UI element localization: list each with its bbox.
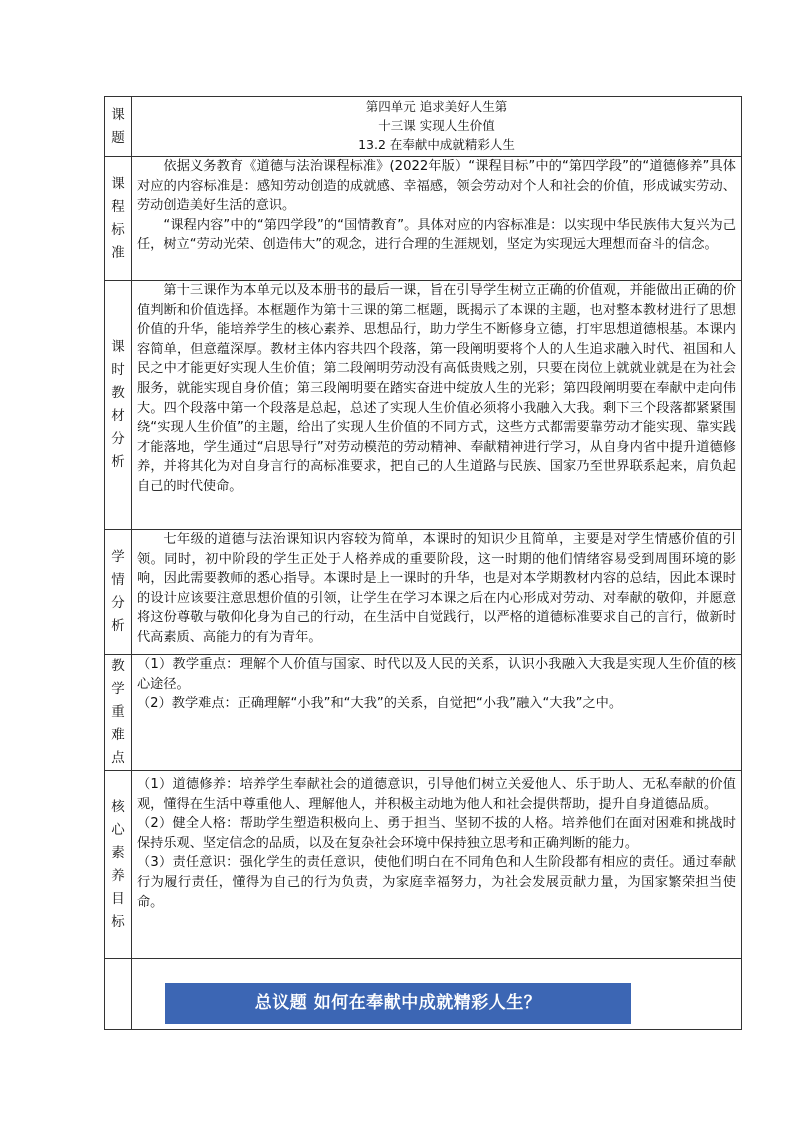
topic-title-line-3: 13.2 在奉献中成就精彩人生 [358, 137, 515, 152]
literacy-item-1: （1）道德修养：培养学生奉献社会的道德意识，引导他们树立关爱他人、乐于助人、无私奉献的价值观，懂得在生活中尊重他人、理解他人，并积极主动地为他人和社会提供帮助，提升自身道德品质。 [137, 777, 736, 812]
standard-row [105, 157, 742, 281]
learner-label: 学情分析 [111, 549, 125, 634]
topic-label-cell [105, 97, 132, 157]
standard-paragraph-2: “课程内容”中的“第四学段”的“国情教育”。具体对应的内容标准是：以实现中华民族伟大复兴为己任，树立“劳动光荣、创造伟大”的观念，进行合理的生涯规划，坚定为实现远大理想而奋斗的信念。 [137, 217, 736, 253]
learner-content [132, 530, 742, 655]
learner-row [105, 530, 742, 655]
literacy-label: 核心素养目标 [111, 798, 125, 930]
main-question-banner: 总议题 如何在奉献中成就精彩人生？ [165, 983, 631, 1024]
keypoint-item-1: （1）教学重点：理解个人价值与国家、时代以及人民的关系，认识小我融入大我是实现人生价值的核心途径。 [137, 657, 736, 692]
material-paragraph: 第十三课作为本单元以及本册书的最后一课，旨在引导学生树立正确的价值观，并能做出正确的价值判断和价值选择。本框题作为第十三课的第二框题，既揭示了本课的主题，也对整本教材进行了思想价值的升华，能培养学生的核心素养、思想品行，助力学生不断修身立德，打牢思想道德根基。本课内容简单，但意蕴深厚。教材主体内容共四个段落，第一段阐明要将个人的人生追求融入时代、祖国和人民之中才能更好实现人生价值；第二段阐明劳动没有高低贵贱之别，只要在岗位上就就业就是在为社会服务，就能实现自身价值；第三段阐明要在踏实奋进中绽放人生的光彩；第四段阐明要在奉献中走向伟大。四个段落中第一个段落是总起，总述了实现人生价值必须将小我融入大我。剩下三个段落都紧紧围绕“实现人生价值”的主题，给出了实现人生价值的不同方式，这些方式都需要靠劳动才能实现、靠实践才能落地，学生通过“启思导行”对劳动模范的劳动精神、奉献精神进行学习，从自身内省中提升道德修养，并将其化为对自身言行的高标准要求，把自己的人生道路与民族、国家乃至世界联系起来，肩负起自己的时代使命。 [137, 283, 736, 494]
standard-content [132, 157, 742, 281]
literacy-item-2: （2）健全人格：帮助学生塑造积极向上、勇于担当、坚韧不拔的人格。培养他们在面对困难和挑战时保持乐观、坚定信念的品质，以及在复杂社会环境中保持独立思考和正确判断的能力。 [137, 816, 736, 851]
topic-title-line-2: 十三课 实现人生价值 [378, 118, 495, 133]
literacy-item-3: （3）责任意识：强化学生的责任意识，使他们明白在不同角色和人生阶段都有相应的责任。通过奉献行为履行责任，懂得为自己的行为负责，为家庭幸福努力，为社会发展贡献力量，为国家繁荣担当使命。 [137, 855, 736, 910]
literacy-row [105, 771, 742, 959]
keypoint-item-2: （2）教学难点：正确理解“小我”和“大我”的关系，自觉把“小我”融入“大我”之中。 [137, 696, 623, 712]
topic-label: 课题 [111, 106, 125, 146]
literacy-label-cell [105, 771, 132, 959]
question-label-cell [105, 959, 132, 1030]
lesson-plan-table [104, 96, 742, 1030]
standard-paragraph-1: 依据义务教育《道德与法治课程标准》(2022年版）“课程目标”中的“第四学段”的“道德修养”具体对应的内容标准是：感知劳动创造的成就感、幸福感，领会劳动对个人和社会的价值，形成诚实劳动、劳动创造美好生活的意识。 [137, 159, 736, 214]
topic-row [105, 97, 742, 157]
material-content [132, 281, 742, 530]
literacy-content [132, 771, 742, 959]
material-row [105, 281, 742, 530]
keypoints-label-cell [105, 655, 132, 771]
material-label: 课时教材分析 [111, 339, 125, 470]
question-content [132, 959, 742, 1030]
topic-title-line-1: 第四单元 追求美好人生第 [365, 99, 508, 114]
topic-title-cell [132, 97, 742, 157]
standard-label: 课程标准 [111, 175, 125, 261]
standard-label-cell [105, 157, 132, 281]
learner-label-cell [105, 530, 132, 655]
material-label-cell [105, 281, 132, 530]
keypoints-label: 教学重难点 [111, 658, 125, 766]
learner-paragraph: 七年级的道德与法治课知识内容较为简单，本课时的知识少且简单，主要是对学生情感价值的引领。同时，初中阶段的学生正处于人格养成的重要阶段，这一时期的他们情绪容易受到周围环境的影响，因此需要教师的悉心指导。本课时是上一课时的升华，也是对本学期教材内容的总结，因此本课时的设计应该要注意思想价值的引领，让学生在学习本课之后在内心形成对劳动、对奉献的敬仰，并愿意将这份尊敬与敬仰化身为自己的行动，在生活中自觉践行，以严格的道德标准要求自己的言行，做新时代高素质、高能力的有为青年。 [137, 532, 736, 645]
keypoints-row [105, 655, 742, 771]
question-row [105, 959, 742, 1030]
keypoints-content [132, 655, 742, 771]
